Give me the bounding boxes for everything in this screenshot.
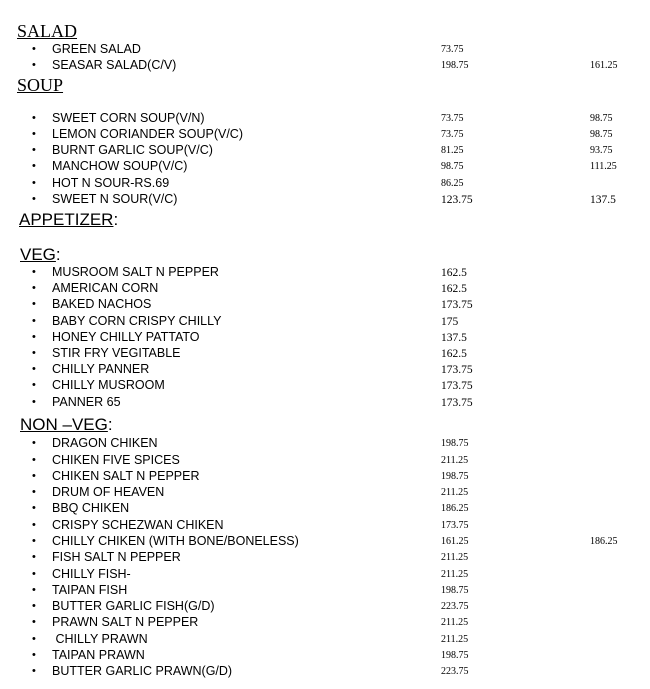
item-name: BUTTER GARLIC PRAWN(G/D): [52, 664, 233, 678]
bullet: •: [32, 282, 36, 294]
menu-item: [0, 468, 650, 484]
menu-item: [0, 377, 650, 393]
veg-heading-text: VEG: [20, 245, 56, 264]
item-name: MUSROOM SALT N PEPPER: [52, 265, 219, 279]
bullet: •: [32, 43, 36, 55]
appetizer-heading-colon: :: [113, 210, 119, 229]
item-price-alt: 98.75: [590, 113, 613, 124]
item-price-alt: 111.25: [590, 161, 617, 172]
menu-item: [0, 296, 650, 312]
bullet: •: [32, 486, 36, 498]
item-name: CHILLY MUSROOM: [52, 378, 165, 392]
item-name: BAKED NACHOS: [52, 297, 152, 311]
item-name: CHILLY CHIKEN (WITH BONE/BONELESS): [52, 534, 299, 548]
item-price: 73.75: [441, 113, 464, 124]
bullet: •: [32, 160, 36, 172]
menu-item: [0, 484, 650, 500]
item-price: 86.25: [441, 178, 464, 189]
bullet: •: [32, 454, 36, 466]
item-price: 198.75: [441, 585, 469, 596]
menu-item: [0, 517, 650, 533]
menu-item: [0, 549, 650, 565]
bullet: •: [32, 315, 36, 327]
bullet: •: [32, 649, 36, 661]
item-name: BBQ CHIKEN: [52, 501, 130, 515]
item-price: 73.75: [441, 129, 464, 140]
bullet: •: [32, 128, 36, 140]
item-name: HOT N SOUR-RS.69: [52, 176, 170, 190]
menu-item: [0, 361, 650, 377]
menu-item: [0, 313, 650, 329]
nonveg-heading-colon: :: [107, 415, 113, 434]
menu-item: [0, 175, 650, 191]
bullet: •: [32, 112, 36, 124]
item-price: 211.25: [441, 552, 469, 563]
item-price: 175: [441, 316, 459, 328]
item-price: 137.5: [441, 332, 467, 344]
item-price: 186.25: [441, 503, 469, 514]
item-price: 161.25: [441, 536, 469, 547]
item-name: CRISPY SCHEZWAN CHIKEN: [52, 518, 224, 532]
menu-item: [0, 394, 650, 410]
menu-item: [0, 500, 650, 516]
bullet: •: [32, 396, 36, 408]
item-price: 211.25: [441, 569, 469, 580]
menu-item: [0, 345, 650, 361]
item-price: 162.5: [441, 348, 467, 360]
item-name: SWEET CORN SOUP(V/N): [52, 111, 205, 125]
item-name: DRUM OF HEAVEN: [52, 485, 165, 499]
item-price: 211.25: [441, 455, 469, 466]
appetizer-heading-text: APPETIZER: [19, 210, 114, 229]
menu-item: [0, 264, 650, 280]
item-name: AMERICAN CORN: [52, 281, 159, 295]
item-price: 173.75: [441, 520, 469, 531]
item-name: STIR FRY VEGITABLE: [52, 346, 181, 360]
menu-item: [0, 614, 650, 630]
item-name: LEMON CORIANDER SOUP(V/C): [52, 127, 243, 141]
bullet: •: [32, 331, 36, 343]
menu-item: [0, 435, 650, 451]
item-name: SWEET N SOUR(V/C): [52, 192, 178, 206]
item-name: BURNT GARLIC SOUP(V/C): [52, 143, 213, 157]
bullet: •: [32, 519, 36, 531]
veg-heading-colon: :: [55, 245, 61, 264]
bullet: •: [32, 568, 36, 580]
bullet: •: [32, 584, 36, 596]
item-name: BABY CORN CRISPY CHILLY: [52, 314, 222, 328]
bullet: •: [32, 665, 36, 677]
bullet: •: [32, 144, 36, 156]
bullet: •: [32, 193, 36, 205]
item-price: 198.75: [441, 438, 469, 449]
item-name: HONEY CHILLY PATTATO: [52, 330, 200, 344]
item-name: CHIKEN FIVE SPICES: [52, 453, 180, 467]
bullet: •: [32, 347, 36, 359]
item-price: 198.75: [441, 60, 469, 71]
item-name: SEASAR SALAD(C/V): [52, 58, 177, 72]
bullet: •: [32, 502, 36, 514]
item-name: MANCHOW SOUP(V/C): [52, 159, 188, 173]
bullet: •: [32, 177, 36, 189]
item-name: CHIKEN SALT N PEPPER: [52, 469, 200, 483]
item-name: CHILLY PANNER: [52, 362, 150, 376]
item-price: 211.25: [441, 634, 469, 645]
item-price-alt: 93.75: [590, 145, 613, 156]
bullet: •: [32, 379, 36, 391]
menu-item: [0, 582, 650, 598]
bullet: •: [32, 535, 36, 547]
item-price: 198.75: [441, 471, 469, 482]
bullet: •: [32, 616, 36, 628]
menu-item: [0, 631, 650, 647]
item-name: PRAWN SALT N PEPPER: [52, 615, 199, 629]
item-price: 211.25: [441, 487, 469, 498]
item-name: DRAGON CHIKEN: [52, 436, 158, 450]
item-price-alt: 137.5: [590, 194, 616, 206]
item-name: TAIPAN PRAWN: [52, 648, 145, 662]
item-price: 173.75: [441, 397, 473, 409]
menu-item: [0, 142, 650, 158]
item-price: 173.75: [441, 380, 473, 392]
item-price: 223.75: [441, 666, 469, 677]
item-name: FISH SALT N PEPPER: [52, 550, 181, 564]
item-price: 73.75: [441, 44, 464, 55]
nonveg-heading: [20, 415, 113, 435]
menu-item: [0, 57, 650, 73]
item-price: 123.75: [441, 194, 473, 206]
menu-item: [0, 41, 650, 57]
item-name: CHILLY FISH-: [52, 567, 131, 581]
bullet: •: [32, 363, 36, 375]
item-price: 81.25: [441, 145, 464, 156]
bullet: •: [32, 600, 36, 612]
item-price-alt: 186.25: [590, 536, 618, 547]
menu-item: [0, 126, 650, 142]
menu-item: [0, 452, 650, 468]
item-name: TAIPAN FISH: [52, 583, 128, 597]
menu-item: [0, 533, 650, 549]
item-price: 162.5: [441, 267, 467, 279]
menu-item: [0, 110, 650, 126]
item-name: PANNER 65: [52, 395, 121, 409]
bullet: •: [32, 633, 36, 645]
menu-item: [0, 566, 650, 582]
item-price: 223.75: [441, 601, 469, 612]
veg-heading: [20, 245, 61, 265]
menu-item: [0, 647, 650, 663]
item-price: 162.5: [441, 283, 467, 295]
bullet: •: [32, 437, 36, 449]
menu-item: [0, 329, 650, 345]
item-name: GREEN SALAD: [52, 42, 141, 56]
bullet: •: [32, 266, 36, 278]
menu-item: [0, 598, 650, 614]
bullet: •: [32, 59, 36, 71]
soup-heading: SOUP: [17, 75, 64, 95]
item-price-alt: 161.25: [590, 60, 618, 71]
item-price: 211.25: [441, 617, 469, 628]
bullet: •: [32, 298, 36, 310]
nonveg-heading-text: NON –VEG: [20, 415, 108, 434]
item-name: CHILLY PRAWN: [52, 632, 148, 646]
menu-item: [0, 191, 650, 207]
salad-heading: SALAD: [17, 21, 78, 41]
item-price: 198.75: [441, 650, 469, 661]
menu-item: [0, 663, 650, 679]
menu-item: [0, 280, 650, 296]
menu-item: [0, 158, 650, 174]
item-price: 173.75: [441, 364, 473, 376]
item-price: 173.75: [441, 299, 473, 311]
item-name: BUTTER GARLIC FISH(G/D): [52, 599, 215, 613]
appetizer-heading: [19, 210, 118, 230]
bullet: •: [32, 551, 36, 563]
bullet: •: [32, 470, 36, 482]
item-price-alt: 98.75: [590, 129, 613, 140]
item-price: 98.75: [441, 161, 464, 172]
